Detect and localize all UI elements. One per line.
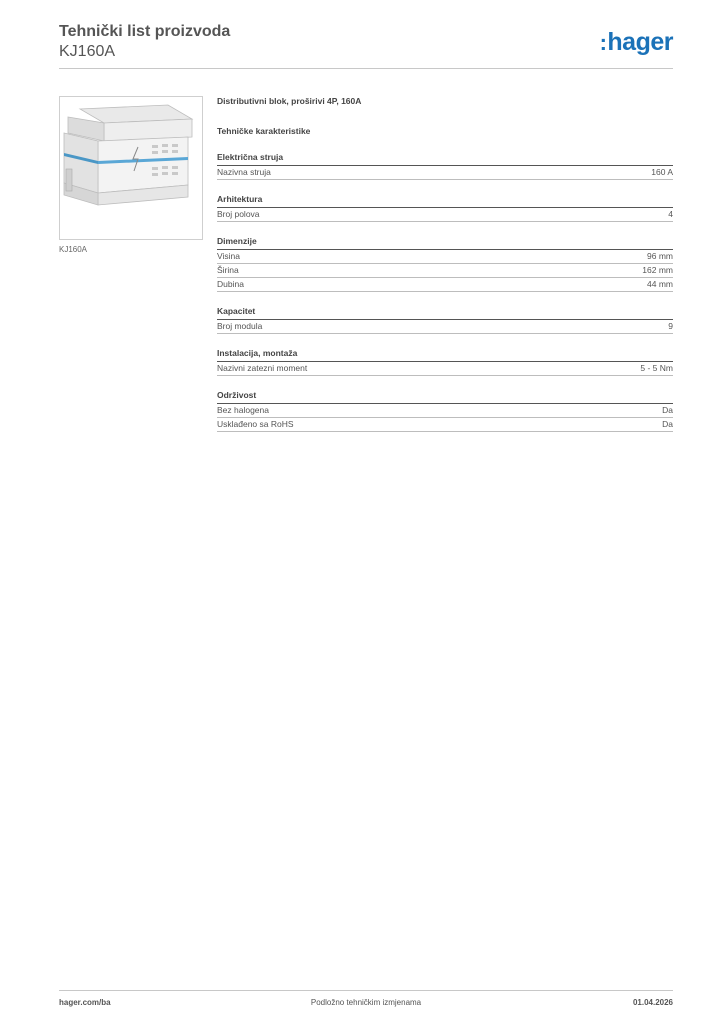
spec-value: 160 A xyxy=(651,167,673,177)
spec-row xyxy=(217,278,673,292)
spec-value: 96 mm xyxy=(647,251,673,261)
spec-value: 5 - 5 Nm xyxy=(640,363,673,373)
spec-row xyxy=(217,166,673,180)
spec-group-title: Dimenzije xyxy=(217,236,673,250)
spec-group xyxy=(217,152,673,180)
header-divider xyxy=(59,68,673,69)
spec-group-title: Arhitektura xyxy=(217,194,673,208)
footer-divider xyxy=(59,990,673,991)
footer-date: 01.04.2026 xyxy=(632,998,673,1007)
spec-value: 9 xyxy=(668,321,673,331)
specifications xyxy=(217,96,673,432)
spec-label: Usklađeno sa RoHS xyxy=(217,419,294,429)
spec-label: Dubina xyxy=(217,279,244,289)
spec-value: Da xyxy=(662,405,673,415)
spec-group-title: Instalacija, montaža xyxy=(217,348,673,362)
spec-label: Broj polova xyxy=(217,209,260,219)
spec-label: Nazivna struja xyxy=(217,167,271,177)
website-link[interactable]: hager.com/ba xyxy=(59,998,111,1007)
spec-row xyxy=(217,404,673,418)
logo-text: hager xyxy=(607,28,673,56)
spec-value: 4 xyxy=(668,209,673,219)
image-caption: KJ160A xyxy=(59,245,88,254)
spec-row xyxy=(217,418,673,432)
spec-label: Širina xyxy=(217,265,239,275)
product-description: Distributivni blok, proširivi 4P, 160A xyxy=(217,96,362,106)
spec-group xyxy=(217,390,673,432)
spec-label: Bez halogena xyxy=(217,405,269,415)
spec-row xyxy=(217,250,673,264)
spec-value: 44 mm xyxy=(647,279,673,289)
spec-group xyxy=(217,236,673,292)
product-code: KJ160A xyxy=(59,43,116,60)
spec-group xyxy=(217,306,673,334)
spec-row xyxy=(217,264,673,278)
spec-row xyxy=(217,362,673,376)
spec-label: Broj modula xyxy=(217,321,263,331)
document-title: Tehnički list proizvoda xyxy=(59,23,231,40)
spec-value: Da xyxy=(662,419,673,429)
hager-logo: :hager xyxy=(599,28,673,56)
spec-row xyxy=(217,208,673,222)
spec-group-title: Kapacitet xyxy=(217,306,673,320)
spec-value: 162 mm xyxy=(642,265,673,275)
spec-label: Nazivni zatezni moment xyxy=(217,363,308,373)
product-image xyxy=(59,96,203,240)
spec-row xyxy=(217,320,673,334)
footer-note: Podložno tehničkim izmjenama xyxy=(310,998,422,1007)
spec-group xyxy=(217,348,673,376)
section-heading: Tehničke karakteristike xyxy=(217,126,311,136)
page-header xyxy=(59,22,673,62)
spec-group-title: Održivost xyxy=(217,390,673,404)
spec-group xyxy=(217,194,673,222)
spec-label: Visina xyxy=(217,251,240,261)
spec-group-title: Električna struja xyxy=(217,152,673,166)
distribution-block-illustration xyxy=(60,97,202,239)
